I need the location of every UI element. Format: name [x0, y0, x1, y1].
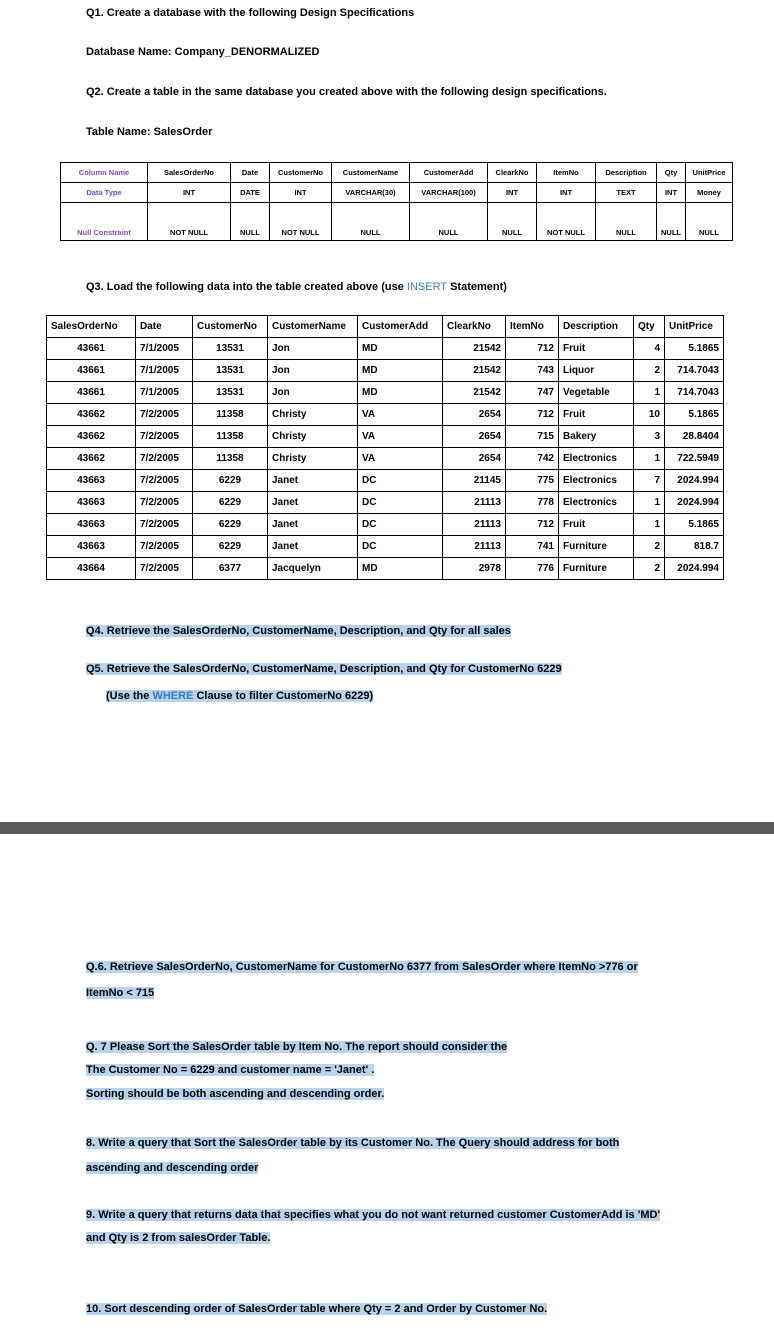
column-header: SalesOrderNo: [47, 316, 136, 338]
table-cell: VA: [358, 404, 443, 426]
spec-column-name: Date: [231, 163, 270, 183]
spec-column-name: SalesOrderNo: [148, 163, 231, 183]
database-name: Database Name: Company_DENORMALIZED: [86, 46, 320, 58]
table-cell: VA: [358, 448, 443, 470]
table-cell: 21113: [443, 514, 506, 536]
q7-line2-text: The Customer No = 6229 and customer name = 'Janet' .: [86, 1064, 375, 1076]
table-cell: 714.7043: [665, 382, 724, 404]
table-cell: 6229: [193, 470, 268, 492]
table-cell: Electronics: [559, 448, 634, 470]
spec-row-label: Data Type: [61, 183, 148, 203]
column-header: CustomerNo: [193, 316, 268, 338]
table-cell: 43663: [47, 470, 136, 492]
table-cell: Janet: [268, 514, 358, 536]
table-cell: 2: [634, 360, 665, 382]
spec-column-name: CustomerNo: [270, 163, 332, 183]
table-cell: 2654: [443, 426, 506, 448]
q3-heading: [86, 281, 507, 293]
table-cell: 714.7043: [665, 360, 724, 382]
spec-type: INT: [148, 183, 231, 203]
table-cell: DC: [358, 514, 443, 536]
table-cell: 13531: [193, 360, 268, 382]
table-cell: 2: [634, 558, 665, 580]
table-cell: 43662: [47, 426, 136, 448]
spec-column-name: CustomerName: [332, 163, 410, 183]
spec-row-label: Column Name: [61, 163, 148, 183]
spec-null: [537, 203, 596, 241]
spec-null: NULL: [657, 203, 686, 241]
table-cell: DC: [358, 470, 443, 492]
table-cell: 742: [506, 448, 559, 470]
table-cell: 21542: [443, 360, 506, 382]
table-cell: Christy: [268, 404, 358, 426]
page-divider: [0, 822, 774, 834]
table-cell: 43663: [47, 514, 136, 536]
table-row: [47, 338, 724, 360]
q5-line2: [106, 690, 373, 702]
table-cell: Janet: [268, 470, 358, 492]
spec-null: NULL: [231, 203, 270, 241]
spec-row-null-constraint: [61, 203, 733, 241]
table-cell: 43662: [47, 448, 136, 470]
table-cell: 5.1865: [665, 338, 724, 360]
table-cell: 775: [506, 470, 559, 492]
spec-row-label: Null Constraint: [61, 203, 148, 241]
table-cell: MD: [358, 558, 443, 580]
q1-heading: Q1. Create a database with the following Design Specifications: [86, 7, 415, 19]
table-cell: 11358: [193, 426, 268, 448]
table-cell: 7/1/2005: [136, 382, 193, 404]
q7-line2: [86, 1064, 374, 1076]
table-cell: 712: [506, 338, 559, 360]
table-cell: MD: [358, 360, 443, 382]
spec-null-not: NOT NULL: [547, 228, 585, 237]
table-cell: 43661: [47, 338, 136, 360]
spec-null: NULL: [410, 203, 488, 241]
table-cell: 11358: [193, 448, 268, 470]
table-cell: 43664: [47, 558, 136, 580]
spec-type: INT: [270, 183, 332, 203]
table-cell: 2024.994: [665, 558, 724, 580]
q9-line1-text: 9. Write a query that returns data that specifies what you do not want returned customer CustomerAdd is 'MD': [86, 1209, 661, 1221]
q7-line1: [86, 1041, 507, 1053]
spec-type: INT: [537, 183, 596, 203]
table-cell: 741: [506, 536, 559, 558]
spec-type: DATE: [231, 183, 270, 203]
table-cell: 778: [506, 492, 559, 514]
spec-type: VARCHAR(30): [332, 183, 410, 203]
table-cell: 7/2/2005: [136, 470, 193, 492]
q10-text: [86, 1303, 547, 1315]
table-cell: 7/2/2005: [136, 448, 193, 470]
table-cell: 1: [634, 382, 665, 404]
spec-row-data-type: [61, 183, 733, 203]
table-cell: VA: [358, 426, 443, 448]
table-cell: 21145: [443, 470, 506, 492]
table-cell: 3: [634, 426, 665, 448]
q4-highlight: Q4. Retrieve the SalesOrderNo, CustomerName, Description, and Qty for all sales: [86, 625, 511, 637]
table-cell: Bakery: [559, 426, 634, 448]
spec-column-name: ItemNo: [537, 163, 596, 183]
table-cell: 21113: [443, 536, 506, 558]
table-row: [47, 470, 724, 492]
q6-line1: Q.6. Retrieve SalesOrderNo, CustomerName for CustomerNo 6377 from SalesOrder where ItemNo >776 or: [86, 961, 638, 973]
table-cell: 1: [634, 514, 665, 536]
table-cell: Christy: [268, 426, 358, 448]
table-row: [47, 360, 724, 382]
table-cell: Electronics: [559, 492, 634, 514]
spec-column-name: UnitPrice: [686, 163, 733, 183]
table-cell: 43661: [47, 360, 136, 382]
table-cell: Liquor: [559, 360, 634, 382]
sales-data-table: [46, 315, 724, 580]
table-cell: Fruit: [559, 338, 634, 360]
q9-line2-text: and Qty is 2 from salesOrder Table.: [86, 1232, 271, 1244]
spec-type: INT: [488, 183, 537, 203]
table-cell: 7/2/2005: [136, 558, 193, 580]
q5-line1: Q5. Retrieve the SalesOrderNo, CustomerName, Description, and Qty for CustomerNo 6229: [86, 663, 562, 675]
spec-type: VARCHAR(100): [410, 183, 488, 203]
table-cell: 712: [506, 404, 559, 426]
column-header: ItemNo: [506, 316, 559, 338]
table-cell: DC: [358, 492, 443, 514]
column-header: ClearkNo: [443, 316, 506, 338]
table-header-row: [47, 316, 724, 338]
q8-line2-text: ascending and descending order: [86, 1162, 259, 1174]
table-cell: 43662: [47, 404, 136, 426]
q9-line1: [86, 1209, 660, 1221]
column-header: Description: [559, 316, 634, 338]
column-header: Date: [136, 316, 193, 338]
spec-column-name: Description: [596, 163, 657, 183]
table-row: [47, 448, 724, 470]
design-spec-table: [60, 162, 733, 241]
table-cell: Christy: [268, 448, 358, 470]
q7-line3-text: Sorting should be both ascending and descending order.: [86, 1088, 385, 1100]
table-cell: Jon: [268, 382, 358, 404]
table-cell: Janet: [268, 536, 358, 558]
table-cell: 6229: [193, 514, 268, 536]
spec-type: TEXT: [596, 183, 657, 203]
table-row: [47, 426, 724, 448]
table-cell: 7/2/2005: [136, 514, 193, 536]
table-cell: Janet: [268, 492, 358, 514]
q7-line3: [86, 1088, 384, 1100]
table-cell: 13531: [193, 382, 268, 404]
q6-line2-text: ItemNo < 715: [86, 987, 155, 999]
column-header: CustomerAdd: [358, 316, 443, 338]
q7-line1-text: Q. 7 Please Sort the SalesOrder table by Item No. The report should consider the: [86, 1041, 508, 1053]
spec-null: NULL: [686, 203, 733, 241]
table-cell: 28.8404: [665, 426, 724, 448]
q6-line2: [86, 987, 154, 999]
table-cell: 743: [506, 360, 559, 382]
q3-heading-pre: Q3. Load the following data into the table created above (use: [86, 281, 407, 293]
table-cell: 6229: [193, 492, 268, 514]
table-row: [47, 404, 724, 426]
table-row: [47, 558, 724, 580]
table-cell: 43663: [47, 492, 136, 514]
q5-line2-post: Clause to filter CustomerNo 6229): [193, 690, 374, 702]
table-cell: 21542: [443, 338, 506, 360]
table-cell: 4: [634, 338, 665, 360]
table-cell: 5.1865: [665, 404, 724, 426]
table-cell: Furniture: [559, 536, 634, 558]
table-cell: DC: [358, 536, 443, 558]
q10-highlight: 10. Sort descending order of SalesOrder table where Qty = 2 and Order by Customer No.: [86, 1303, 548, 1315]
table-cell: 7/2/2005: [136, 492, 193, 514]
spec-column-name: ClearkNo: [488, 163, 537, 183]
q8-line1: [86, 1137, 619, 1149]
table-cell: 21542: [443, 382, 506, 404]
q5-text: [86, 663, 562, 675]
table-cell: Fruit: [559, 514, 634, 536]
table-cell: 1: [634, 448, 665, 470]
table-cell: 722.5949: [665, 448, 724, 470]
spec-type: Money: [686, 183, 733, 203]
table-cell: 7/1/2005: [136, 338, 193, 360]
table-row: [47, 382, 724, 404]
where-keyword: WHERE: [152, 690, 194, 702]
table-cell: 1: [634, 492, 665, 514]
table-name: Table Name: SalesOrder: [86, 126, 213, 138]
q8-line1-text: 8. Write a query that Sort the SalesOrder table by its Customer No. The Query should address for both: [86, 1137, 620, 1149]
table-row: [47, 492, 724, 514]
spec-null: NULL: [596, 203, 657, 241]
spec-row-column-name: [61, 163, 733, 183]
table-cell: 43661: [47, 382, 136, 404]
table-cell: 21113: [443, 492, 506, 514]
q5-line2-pre: (Use the: [106, 690, 153, 702]
column-header: CustomerName: [268, 316, 358, 338]
table-cell: 11358: [193, 404, 268, 426]
table-cell: 712: [506, 514, 559, 536]
column-header: UnitPrice: [665, 316, 724, 338]
q2-heading: Q2. Create a table in the same database you created above with the following design specifications.: [86, 86, 607, 98]
table-cell: 2024.994: [665, 492, 724, 514]
table-cell: Furniture: [559, 558, 634, 580]
q3-heading-post: Statement): [447, 281, 507, 293]
insert-keyword: INSERT: [406, 281, 448, 293]
table-cell: 715: [506, 426, 559, 448]
spec-column-name: Qty: [657, 163, 686, 183]
table-cell: Jon: [268, 338, 358, 360]
table-row: [47, 536, 724, 558]
table-cell: Jacquelyn: [268, 558, 358, 580]
spec-type: INT: [657, 183, 686, 203]
table-cell: 6377: [193, 558, 268, 580]
spec-null: NOT NULL: [270, 203, 332, 241]
table-cell: 6229: [193, 536, 268, 558]
table-cell: 2654: [443, 448, 506, 470]
table-cell: 7/2/2005: [136, 426, 193, 448]
spec-null: NULL: [488, 203, 537, 241]
spec-column-name: CustomerAdd: [410, 163, 488, 183]
column-header: Qty: [634, 316, 665, 338]
table-cell: Electronics: [559, 470, 634, 492]
table-cell: 2: [634, 536, 665, 558]
table-cell: 43663: [47, 536, 136, 558]
table-cell: Vegetable: [559, 382, 634, 404]
q6-text: [86, 961, 638, 973]
table-cell: 818.7: [665, 536, 724, 558]
spec-null: NOT NULL: [148, 203, 231, 241]
table-cell: 7/1/2005: [136, 360, 193, 382]
table-row: [47, 514, 724, 536]
table-cell: 7/2/2005: [136, 536, 193, 558]
q9-line2: [86, 1232, 270, 1244]
table-cell: 13531: [193, 338, 268, 360]
table-cell: 776: [506, 558, 559, 580]
table-cell: 7/2/2005: [136, 404, 193, 426]
table-cell: 7: [634, 470, 665, 492]
table-cell: Jon: [268, 360, 358, 382]
table-cell: 5.1865: [665, 514, 724, 536]
spec-null: NULL: [332, 203, 410, 241]
table-cell: Fruit: [559, 404, 634, 426]
table-cell: MD: [358, 338, 443, 360]
table-cell: 747: [506, 382, 559, 404]
table-cell: 2654: [443, 404, 506, 426]
table-cell: 2978: [443, 558, 506, 580]
q4-text: [86, 625, 511, 637]
table-cell: 2024.994: [665, 470, 724, 492]
q8-line2: [86, 1162, 258, 1174]
table-cell: 10: [634, 404, 665, 426]
table-cell: MD: [358, 382, 443, 404]
